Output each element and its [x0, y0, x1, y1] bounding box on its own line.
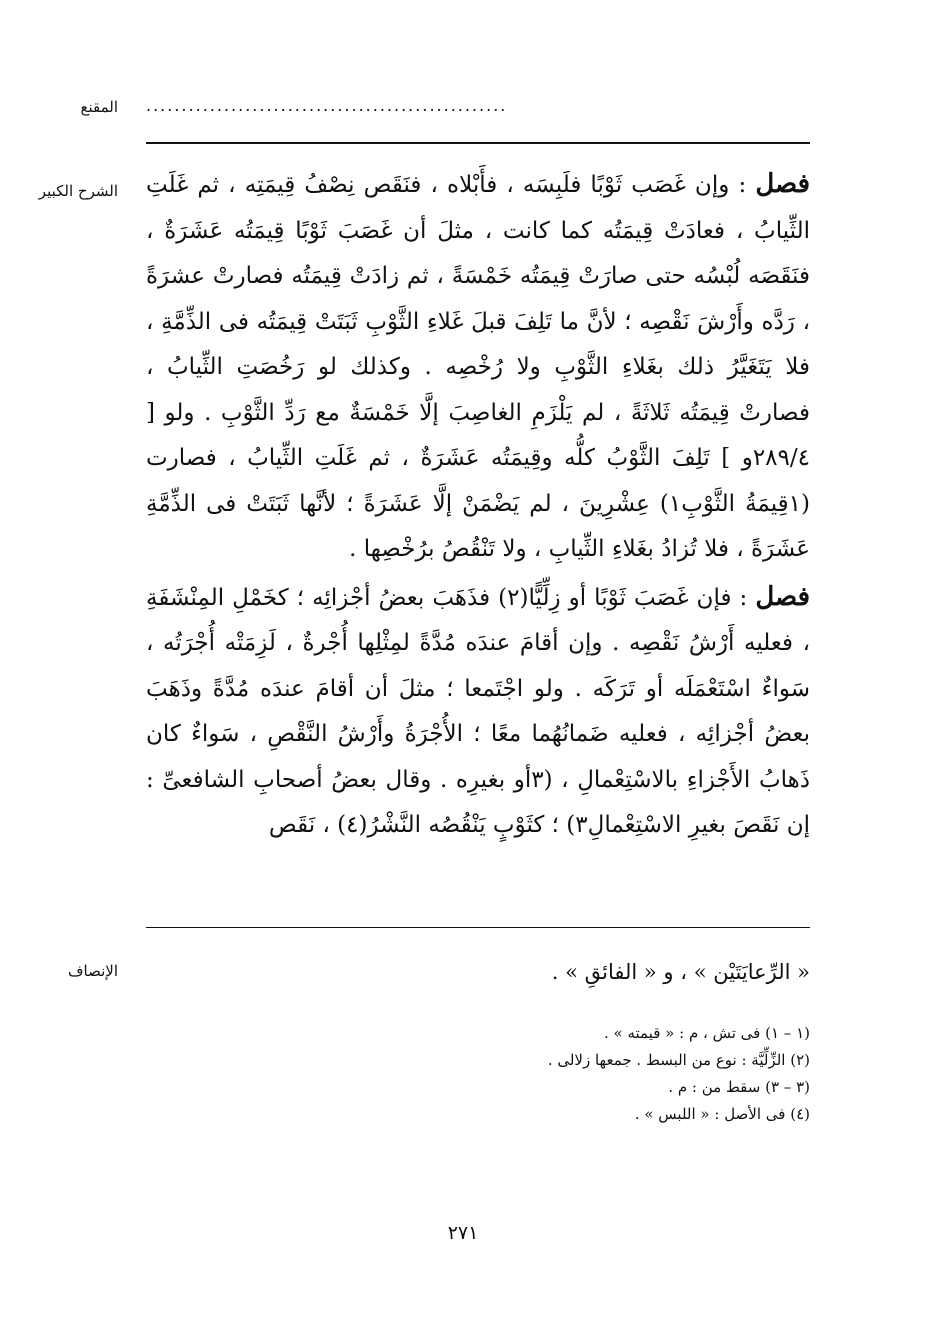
paragraph-1-text: : وإن غَصَب ثَوْبًا فلَبِسَه ، فأَبْلاه ، فنَقَص نِصْفُ قِيمَتِه ، ثم غَلَتِ الثِّيابُ ، فعادَتْ قِيمَتُه كما كانت ، مثلَ أن غَصَبَ ثَوْبًا قِيمَتُه عَشَرَةٌ ، فنَقَصَه لُبْسُه حتى صارَتْ قِيمَتُه خَمْسَةً ، ثم زادَتْ قِيمَتُه فصارتْ عشرَةً ، رَدَّه وأَرْشَ نَقْصِه ؛ لأنَّ ما تَلِفَ قبلَ غَلاءِ الثَّوْبِ ثَبَتَتْ قِيمَتُه فى الذِّمَّةِ ، فلا يَتَغَيَّرُ ذلك بغَلاءِ الثَّوْبِ ولا رُخْصِه . وكذلك لو رَخُصَتِ الثِّيابُ ، فصارتْ قِيمَتُه ثَلاثَةً ، لم يَلْزَمِ الغاصِبَ إلَّا خَمْسَةٌ مع رَدِّ الثَّوْبِ . ولو [ ٢٨٩/٤و ] تَلِفَ الثَّوْبُ كلُّه وقِيمَتُه عَشَرَةٌ ، ثم غَلَتِ الثِّيابُ ، فصارت (١قِيمَةُ الثَّوْبِ١) عِشْرِينَ ، لم يَضْمَنْ إلَّا عَشَرَةً ؛ لأنَّها ثَبَتَتْ فى الذِّمَّةِ عَشَرَةً ، فلا تُزادُ بغَلاءِ الثِّيابِ ، ولا تَنْقُصُ برُخْصِها .	[146, 172, 810, 562]
header-dotted-line: ...................................................	[146, 96, 508, 115]
footnotes	[146, 1020, 810, 1128]
paragraph-2-text: : فإن غَصَبَ ثَوْبًا أو زِلِّيًّا(٢) فذَهَبَ بعضُ أجْزائِه ؛ كخَمْلِ المِنْشَفَةِ ، فعليه أَرْشُ نَقْصِه . وإن أقامَ عندَه مُدَّةً لمِثْلِها أُجْرةٌ ، لَزِمَتْه أُجْرَتُه ، سَواءٌ اسْتَعْمَلَه أو تَرَكَه . ولو اجْتَمعا ؛ مثلَ أن أقامَ عندَه مُدَّةً وذَهَبَ بعضُ أجْزائِه ، فعليه ضَمانُهُما معًا ؛ الأُجْرَةُ وأَرْشُ النَّقْصِ ، سَواءٌ كان ذَهابُ الأَجْزاءِ بالاسْتِعْمالِ ، (٣أو بغيرِه . وقال بعضُ أصحابِ الشافعىِّ : إن نَقَصَ بغيرِ الاسْتِعْمالِ٣) ؛ كثَوْبٍ يَنْقُصُه النَّشْرُ(٤) ، نَقَص	[146, 584, 810, 838]
footnote: (١ – ١) فى تش ، م : « قيمته » .	[603, 1024, 810, 1042]
insaf-text: « الرِّعايَتَيْن » ، و « الفائقِ » .	[551, 960, 810, 984]
header-rule	[146, 142, 810, 144]
main-text	[146, 162, 810, 849]
section-rule	[146, 927, 810, 928]
side-label-insaf: الإنصاف	[67, 962, 118, 980]
footnote: (٤) فى الأصل : « اللبس » .	[634, 1105, 810, 1123]
page-number: ٢٧١	[447, 1222, 479, 1244]
book-title-label: المقنع	[80, 98, 118, 116]
paragraph-1-heading: فصل	[755, 169, 810, 199]
paragraph-1	[146, 162, 810, 573]
side-label-sharh: الشرح الكبير	[38, 182, 118, 200]
footnote: (٢) الزِّلِّيَّة : نوع من البسط . جمعها زلالى .	[547, 1051, 810, 1069]
footnote: (٣ – ٣) سقط من : م .	[668, 1078, 810, 1096]
paragraph-2-heading: فصل	[755, 581, 810, 612]
paragraph-2	[146, 575, 810, 849]
